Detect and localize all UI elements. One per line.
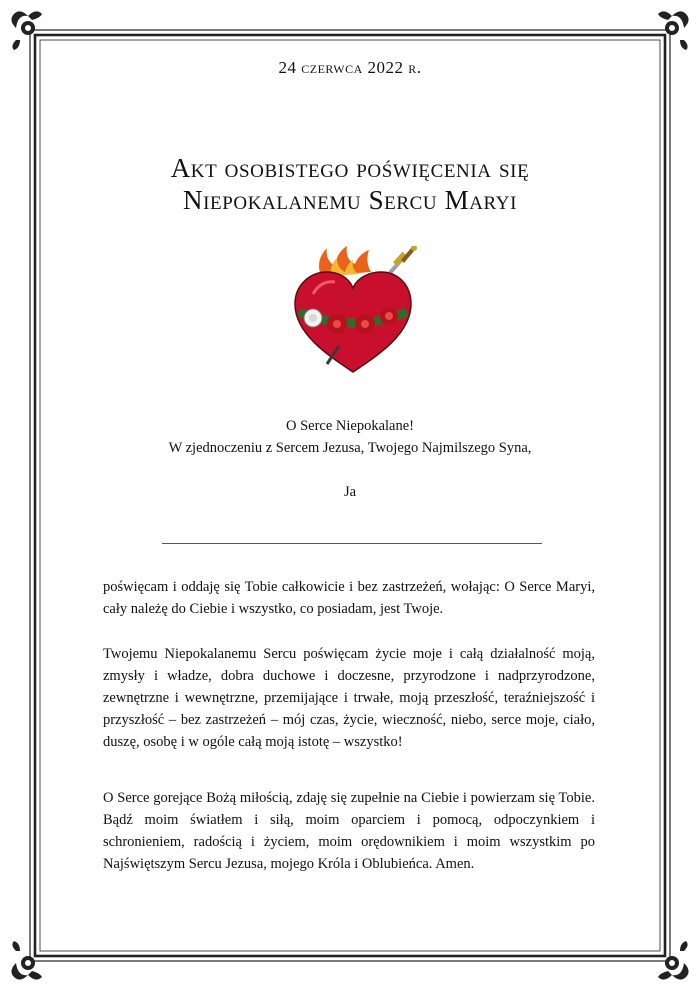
invocation-line-2: W zjednoczeniu z Sercem Jezusa, Twojego Najmilszego Syna, [168, 440, 532, 456]
paragraph-1: poświęcam i oddaję się Tobie całkowicie i bez zastrzeżeń, wołając: O Serce Maryi, cały należę do Ciebie i wszystko, co posiadam, jest Twoje. [103, 579, 595, 617]
corner-ornament-bottom-right [658, 941, 689, 980]
invocation-line-1: O Serce Niepokalane! [285, 418, 415, 434]
paragraph-2: Twojemu Niepokalanemu Sercu poświęcam życie moje i całą działalność moją, zmysły i władze, dobra duchowe i doczesne, przyrodzone i nadprzyrodzone, zewnętrzne i wewnętrzne, przemijające i trwałe, moją przeszłość, teraźniejszość i przyszłość – bez zastrzeżeń – mój czas, życie, wieczność, niebo, serce moje, ciało, duszę, osobę i w ogóle całą moją istotę – wszystko! [103, 646, 595, 750]
invocation [0, 415, 700, 459]
corner-ornament-top-right [658, 11, 689, 50]
paragraph-3: O Serce gorejące Bożą miłością, zdaję się zupełnie na Ciebie i powierzam się Tobie. Bądź moim światłem i siłą, moim oparciem i pomocą, odpoczynkiem i schronieniem, radością i życiem, moim orędownikiem i moim wszystkim po Najświętszym Sercu Jezusa, mojego Króla i Oblubieńca. Amen. [103, 790, 595, 872]
title-line-1: Akt osobistego poświęcenia się [170, 153, 530, 183]
document-title [0, 152, 700, 216]
title-line-2: Niepokalanemu Sercu Maryi [182, 185, 518, 215]
name-blank-line [162, 543, 542, 544]
corner-ornament-bottom-left [11, 941, 42, 980]
document-date: 24 czerwca 2022 r. [278, 58, 422, 77]
immaculate-heart-icon [283, 246, 423, 378]
ja-label: Ja [343, 484, 357, 500]
corner-ornament-top-left [11, 11, 42, 50]
